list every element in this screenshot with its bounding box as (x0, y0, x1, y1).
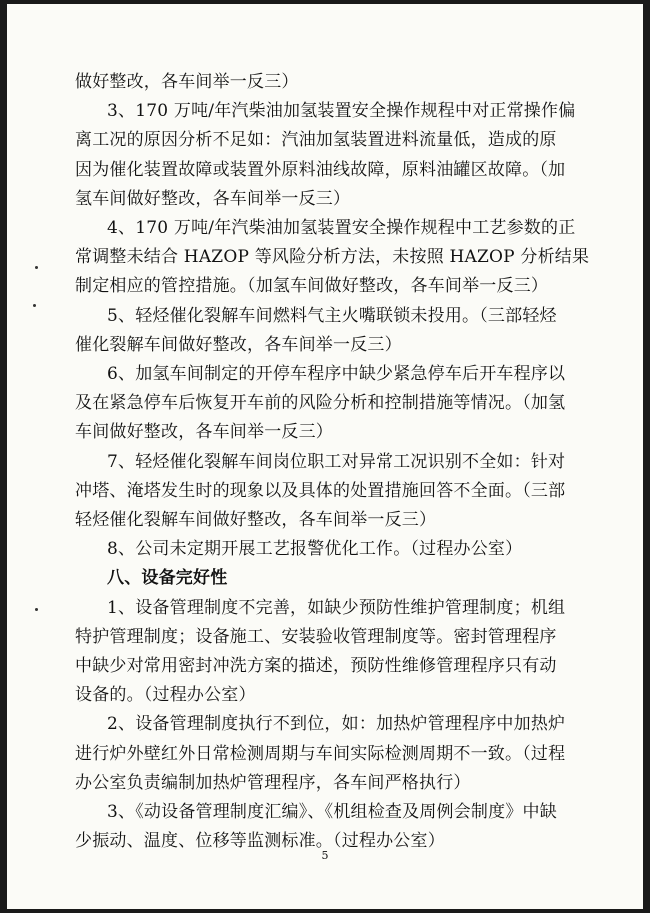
text-line: 7、轻烃催化裂解车间岗位职工对异常工况识别不全如：针对 (107, 451, 566, 472)
text-line: 及在紧急停车后恢复开车前的风险分析和控制措施等情况。（加氢 (75, 393, 566, 414)
text-line: 离工况的原因分析不足如：汽油加氢装置进料流量低，造成的原 (75, 130, 557, 151)
text-line: 特护管理制度；设备施工、安装验收管理制度等。密封管理程序 (75, 626, 557, 647)
text-line: 4、170 万吨/年汽柴油加氢装置安全操作规程中工艺参数的正 (107, 218, 576, 239)
text-line: 3、《动设备管理制度汇编》、《机组检查及周例会制度》中缺 (107, 802, 557, 823)
text-line: 6、加氢车间制定的开停车程序中缺少紧急停车后开车程序以 (107, 364, 566, 385)
text-line: 1、设备管理制度不完善，如缺少预防性维护管理制度；机组 (107, 597, 566, 618)
text-line: 做好整改，各车间举一反三） (75, 72, 299, 92)
text-line: 因为催化装置故障或装置外原料油线故障，原料油罐区故障。（加 (75, 159, 566, 180)
text-line: 设备的。（过程办公室） (75, 685, 256, 706)
text-line: 轻烃催化裂解车间做好整改，各车间举一反三） (75, 510, 437, 531)
body-text (75, 68, 590, 856)
text-line: 2、设备管理制度执行不到位，如：加热炉管理程序中加热炉 (107, 714, 566, 735)
scan-speck (35, 608, 38, 611)
text-line: 冲塔、淹塔发生时的现象以及具体的处置措施回答不全面。（三部 (75, 480, 566, 501)
text-line: 3、170 万吨/年汽柴油加氢装置安全操作规程中对正常操作偏 (107, 101, 576, 122)
text-line: 进行炉外壁红外日常检测周期与车间实际检测周期不一致。（过程 (75, 743, 566, 764)
text-line: 常调整未结合 HAZOP 等风险分析方法，未按照 HAZOP 分析结果 (75, 247, 590, 268)
scan-speck (35, 266, 38, 269)
text-line: 氢车间做好整改，各车间举一反三） (75, 188, 351, 209)
text-line: 制定相应的管控措施。（加氢车间做好整改，各车间举一反三） (75, 276, 549, 297)
document-page (7, 4, 643, 909)
text-line: 8、公司未定期开展工艺报警优化工作。（过程办公室） (107, 539, 523, 560)
text-line: 中缺少对常用密封冲洗方案的描述，预防性维修管理程序只有动 (75, 656, 557, 677)
text-line: 5、轻烃催化裂解车间燃料气主火嘴联锁未投用。（三部轻烃 (107, 305, 557, 326)
page-number: 5 (321, 849, 329, 862)
section-heading: 八、设备完好性 (107, 568, 228, 589)
text-line: 车间做好整改，各车间举一反三） (75, 422, 333, 443)
text-line: 办公室负责编制加热炉管理程序，各车间严格执行） (75, 772, 471, 793)
text-line: 少振动、温度、位移等监测标准。（过程办公室） (75, 831, 445, 852)
scan-speck (33, 304, 36, 307)
text-line: 催化裂解车间做好整改，各车间举一反三） (75, 334, 402, 355)
